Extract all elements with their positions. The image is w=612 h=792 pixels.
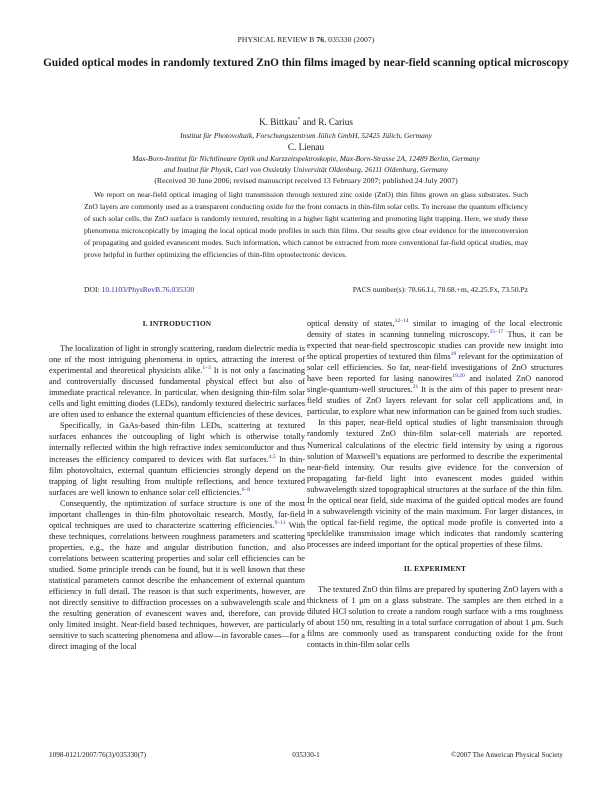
footer-page-number: 035330-1 (292, 751, 320, 759)
citation-link[interactable]: 15–17 (489, 329, 504, 336)
footer-copyright: ©2007 The American Physical Society (451, 751, 563, 759)
paragraph: The localization of light in strongly scattering, random dielectric media is one of the most intriguing phenomena in optics, attracting the interest of experimental and theoretical physicists alike.$^{1-3}$ It is not only a fascinating and controversially discussed fundamental physical effect but also of immediate practical relevance. In particular, when designing thin-film solar cells and light emitting diodes (LEDs), randomly textured dielectric surfaces are often used to enhance the external quantum efficiencies of these devices. (49, 344, 306, 420)
footer-issn: 1098-0121/2007/76(3)/035330(7) (49, 751, 147, 759)
citation-link[interactable]: 18 (450, 351, 457, 358)
citation-link[interactable]: 12–14 (394, 318, 409, 325)
abstract: We report on near-field optical imaging of light transmission through textured zinc oxide (ZnO) thin films grown on glass substrates. Such ZnO layers are commonly used as a transparent conducting oxide for the front contacts in thin-film solar cells. To increase the quantum efficiency of such solar cells, the ZnO surface is randomly textured, resulting in a higher light scattering and promoting light trapping. Here, we study these phenomena microscopically by imaging the local optical mode profiles in such thin films. Our results give clear evidence for the interconversion of propagating and guided evanescent modes. Such information, which cannot be extracted from more conventional far-field optical studies, may prove helpful in further optimizing the efficiencies of thin-film optoelectronic devices. (84, 190, 528, 260)
doi-link[interactable]: 10.1103/PhysRevB.76.035330 (101, 285, 195, 294)
author-names-cont: and R. Carius (300, 117, 353, 128)
pacs-numbers: PACS number(s): 78.66.Li, 78.68.+m, 42.25.Fx, 73.50.Pz (352, 285, 528, 294)
corresponding-author-link[interactable]: * (297, 117, 301, 123)
running-header (0, 35, 612, 44)
citation-link[interactable]: 6–8 (241, 486, 251, 493)
paragraph: Specifically, in GaAs-based thin-film LEDs, scattering at textured surfaces enhances the outcoupling of light which is otherwise totally internally reflected within the high refractive index semiconductor and thus increases the efficiency compared to devices with flat surfaces.$^{4,5}$ In thin-film photovoltaics, external quantum efficiencies strongly depend on the trapping of light resulting from multiple reflections, and hence textured surfaces are well known to enhance solar cell efficiencies.$^{6-8}$ (49, 421, 306, 497)
citation-link[interactable]: 19,20 (452, 373, 465, 380)
section-heading-experiment: II. EXPERIMENT (403, 563, 467, 573)
left-column (49, 318, 305, 652)
affiliation-2-cont: and Institut für Physik, Carl von Ossietzky Universität Oldenburg, 26111 Oldenburg, Germany (163, 165, 449, 174)
citation-link[interactable]: 1–3 (202, 365, 211, 372)
right-column (307, 318, 563, 650)
volume-number: 76 (316, 35, 325, 44)
citation-link[interactable]: 4,5 (268, 453, 276, 460)
citation-link[interactable]: 21 (412, 384, 419, 391)
paragraph: The textured ZnO thin films are prepared by sputtering ZnO layers with a thickness of 1 μm on a glass substrate. The samples are then etched in a diluted HCl solution to create a random rough surface with a rms roughness of about 150 nm, resulting in a total surface corrugation of about 1 μm. Such films are commonly used as transparent conducting oxide for the front contacts in thin-film solar cells (307, 585, 563, 650)
section-heading-introduction: I. INTRODUCTION (142, 319, 212, 328)
paragraph: In this paper, near-field optical studies of light transmission through randomly textured ZnO thin-film solar-cell materials are reported. Numerical calculations of the electric field intensity by using a rigorous solution of Maxwell’s equations are performed to describe the experimental near-field intensity. Our results give evidence for the conversion of propagating far-field light into evanescent modes guided within subwavelength sized topographical structures at the surface of the thin film. In the optical near field, side maxima of the guided optical modes are found in a subwavelength vicinity of the main maximum. For larger distances, in the optical far-field regime, the optical mode profile is converted into a specklelike transmission image which indicates that randomly scattering processes are indeed important for the optical properties of these films. (307, 418, 563, 549)
journal-name: PHYSICAL REVIEW B (237, 35, 315, 44)
affiliation-2: Max-Born-Institut für Nichtlineare Optik und Kurzzeitspektroskopie, Max-Born-Strasse 2A, 12489 Berlin, Germany (132, 154, 480, 163)
citation-link[interactable]: 9–11 (274, 520, 286, 527)
affiliation-1: Institut für Photovoltaik, Forschungszentrum Jülich GmbH, 52425 Jülich, Germany (180, 131, 432, 140)
article-number-year: , 035330 (2007) (324, 35, 375, 44)
author-names: K. Bittkau (259, 117, 298, 128)
doi-pacs-line (84, 285, 528, 294)
paragraph: Consequently, the optimization of surface structure is one of the most important challenges in thin-film photovoltaic research. Mostly, far-field optical techniques are used to characterize scattering efficiencies.$^{9-11}$ With these techniques, correlations between roughness parameters and scattering properties, e.g., the haze and angular distribution function, and also correlations between scattering properties and solar cell efficiencies can be studied. Some principle trends can be found, but it is well known that these statistical parameters cannot describe the enhancement of external quantum efficiency in full detail. The reason is that such experiments, however, are not directly sensitive to diffraction processes on a subwavelength scale and the resulting generation of evanescent waves and, therefore, can provide only limited insight. Near-field based techniques, however, are particularly sensitive to such scattering phenomena and allow—in favorable cases—for a direct imaging of the local (49, 498, 305, 652)
received-dates: (Received 30 June 2006; revised manuscript received 13 February 2007; published 24 July 2007) (154, 176, 458, 185)
page-footer (49, 751, 563, 759)
paper-title: Guided optical modes in randomly textured ZnO thin films imaged by near-field scanning optical microscopy (43, 57, 569, 69)
doi-label: DOI: (84, 285, 102, 294)
author-line-2: C. Lienau (287, 142, 325, 152)
paragraph: optical density of states,$^{12-14}$ similar to imaging of the local electronic density of states in scanning tunneling microscopy.$^{15-17}$ Thus, it can be expected that near-field spectroscopic studies can provide new insight into the optical properties of textured thin films$^{18}$ relevant for the optimization of solar cell efficiencies. So far, near-field investigations of ZnO structures have been reported for lasing nanowires$^{19,20}$ and isolated ZnO nanorod single-quantum-well structures.$^{21}$ It is the aim of this paper to present near-field studies of ZnO layers relevant for solar cell applications and, in particular, to explore what new information can be gained from such studies. (307, 318, 563, 417)
author-line-1 (0, 117, 612, 127)
